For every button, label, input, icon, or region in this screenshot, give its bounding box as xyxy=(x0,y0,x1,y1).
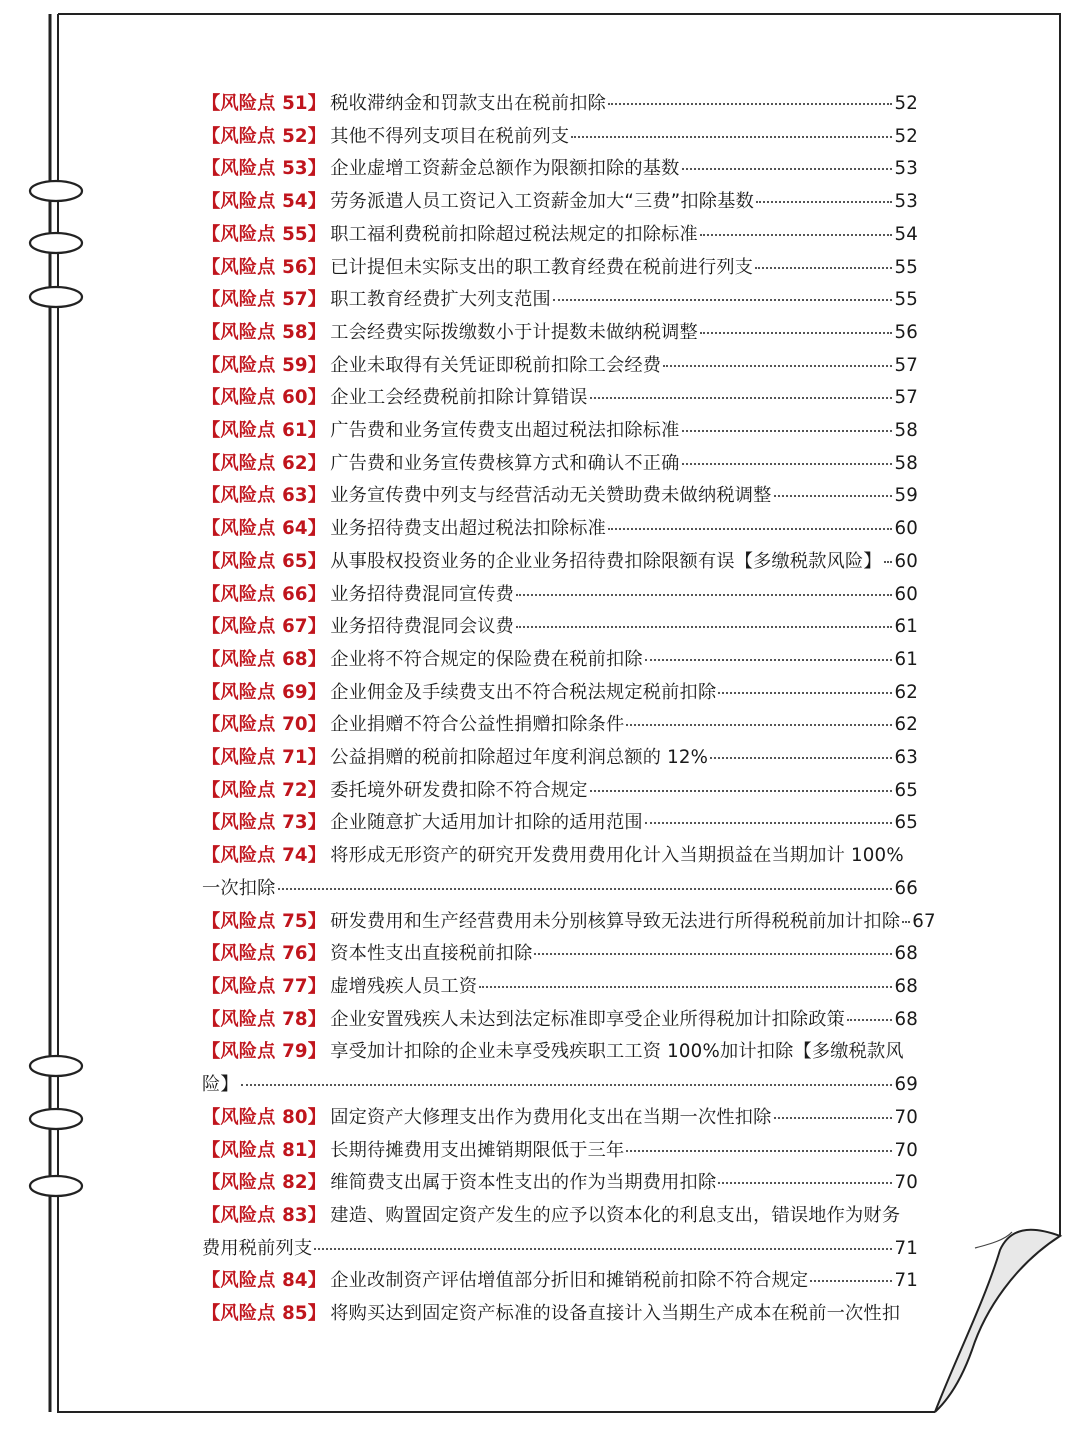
toc-entry-line xyxy=(202,677,918,710)
dot-leader xyxy=(626,723,892,726)
toc-entry[interactable] xyxy=(202,906,936,939)
toc-entry-continuation xyxy=(202,1069,918,1102)
toc-entry[interactable] xyxy=(202,317,918,350)
entry-title: 长期待摊费用支出摊销期限低于三年 xyxy=(330,1139,625,1161)
entry-title: 固定资产大修理支出作为费用化支出在当期一次性扣除 xyxy=(330,1106,772,1128)
toc-entry-line xyxy=(202,480,918,513)
entry-title: 其他不得列支项目在税前列支 xyxy=(330,125,570,147)
toc-entry[interactable] xyxy=(202,546,918,579)
entry-title: 劳务派遣人员工资记入工资薪金加大“三费”扣除基数 xyxy=(330,191,754,213)
dot-leader xyxy=(590,396,893,399)
page-number: 62 xyxy=(894,714,918,736)
risk-point-tag: 【风险点 53】 xyxy=(202,158,327,180)
toc-entry-line xyxy=(202,1036,918,1069)
dot-leader xyxy=(645,658,893,661)
entry-title: 企业虚增工资薪金总额作为限额扣除的基数 xyxy=(330,158,680,180)
dot-leader xyxy=(700,331,893,334)
dot-leader xyxy=(718,1181,892,1184)
entry-title: 已计提但未实际支出的职工教育经费在税前进行列支 xyxy=(330,256,754,278)
dot-leader xyxy=(847,1018,892,1021)
entry-title: 委托境外研发费扣除不符合规定 xyxy=(330,779,588,801)
risk-point-tag: 【风险点 69】 xyxy=(202,681,327,703)
toc-entry-line xyxy=(202,644,918,677)
risk-point-tag: 【风险点 58】 xyxy=(202,321,327,343)
entry-title: 研发费用和生产经营费用未分别核算导致无法进行所得税税前加计扣除 xyxy=(330,910,901,932)
entry-title: 将购买达到固定资产标准的设备直接计入当期生产成本在税前一次性扣 xyxy=(330,1303,901,1325)
page-number: 57 xyxy=(894,387,918,409)
toc-entry[interactable] xyxy=(202,513,918,546)
toc-entry[interactable] xyxy=(202,219,918,252)
risk-point-tag: 【风险点 72】 xyxy=(202,779,327,801)
entry-title: 虚增残疾人员工资 xyxy=(330,975,478,997)
dot-leader xyxy=(682,429,893,432)
page-curl xyxy=(935,1230,1060,1412)
dot-leader xyxy=(756,200,892,203)
page-number: 55 xyxy=(894,256,918,278)
page-number: 58 xyxy=(894,420,918,442)
dot-leader xyxy=(534,952,892,955)
toc-entry[interactable] xyxy=(202,153,918,186)
page-number: 55 xyxy=(894,289,918,311)
page-number: 52 xyxy=(894,93,918,114)
entry-title: 企业工会经费税前扣除计算错误 xyxy=(330,387,588,409)
entry-title: 广告费和业务宣传费支出超过税法扣除标准 xyxy=(330,420,680,442)
toc-entry[interactable] xyxy=(202,709,918,742)
dot-leader xyxy=(608,102,892,105)
page-number: 71 xyxy=(894,1237,918,1259)
entry-title: 企业改制资产评估增值部分折旧和摊销税前扣除不符合规定 xyxy=(330,1270,809,1292)
toc-entry[interactable] xyxy=(202,1004,918,1037)
dot-leader xyxy=(718,691,892,694)
page-number: 67 xyxy=(912,910,936,932)
page-number: 66 xyxy=(894,877,918,899)
dot-leader xyxy=(645,821,893,824)
page-number: 65 xyxy=(894,812,918,834)
page-number: 53 xyxy=(894,191,918,213)
toc-entry-line xyxy=(202,88,918,121)
toc-entry-line xyxy=(202,611,918,644)
risk-point-tag: 【风险点 70】 xyxy=(202,714,327,736)
toc-entry[interactable] xyxy=(202,284,918,317)
entry-title: 企业将不符合规定的保险费在税前扣除 xyxy=(330,648,643,670)
risk-point-tag: 【风险点 62】 xyxy=(202,452,327,474)
toc-entry-line xyxy=(202,775,918,808)
risk-point-tag: 【风险点 68】 xyxy=(202,648,327,670)
risk-point-tag: 【风险点 74】 xyxy=(202,845,327,867)
binder-ring xyxy=(30,181,82,201)
risk-point-tag: 【风险点 61】 xyxy=(202,420,327,442)
dot-leader xyxy=(479,985,892,988)
page-number: 52 xyxy=(894,125,918,147)
toc-entry-line xyxy=(202,350,918,383)
dot-leader xyxy=(902,920,910,923)
toc-entry-line xyxy=(202,1167,918,1200)
entry-title: 业务招待费混同宣传费 xyxy=(330,583,515,605)
binder-rings xyxy=(30,181,82,1196)
risk-point-tag: 【风险点 79】 xyxy=(202,1041,327,1063)
entry-title: 企业安置残疾人未达到法定标准即享受企业所得税加计扣除政策 xyxy=(330,1008,846,1030)
entry-title-continuation: 一次扣除 xyxy=(202,877,276,899)
dot-leader xyxy=(278,887,893,890)
toc-entry[interactable] xyxy=(202,121,918,154)
toc-entry-line xyxy=(202,546,918,579)
page-number: 58 xyxy=(894,452,918,474)
toc-entry-line xyxy=(202,579,918,612)
risk-point-tag: 【风险点 80】 xyxy=(202,1106,327,1128)
toc-entry-line xyxy=(202,742,918,775)
risk-point-tag: 【风险点 84】 xyxy=(202,1270,327,1292)
entry-title: 企业捐赠不符合公益性捐赠扣除条件 xyxy=(330,714,625,736)
risk-point-tag: 【风险点 56】 xyxy=(202,256,327,278)
entry-title: 将形成无形资产的研究开发费用费用化计入当期损益在当期加计 100% xyxy=(330,845,904,867)
dot-leader xyxy=(682,462,893,465)
entry-title: 企业随意扩大适用加计扣除的适用范围 xyxy=(330,812,643,834)
toc-entry-line xyxy=(202,971,918,1004)
toc-entry-line xyxy=(202,186,918,219)
dot-leader xyxy=(700,233,893,236)
risk-point-tag: 【风险点 71】 xyxy=(202,747,327,769)
table-of-contents xyxy=(202,88,936,1331)
toc-entry[interactable] xyxy=(202,1102,918,1135)
binder-ring xyxy=(30,287,82,307)
entry-title: 企业未取得有关凭证即税前扣除工会经费 xyxy=(330,354,662,376)
toc-entry-line xyxy=(202,317,918,350)
toc-entry-line xyxy=(202,938,918,971)
risk-point-tag: 【风险点 52】 xyxy=(202,125,327,147)
risk-point-tag: 【风险点 75】 xyxy=(202,910,327,932)
page-number: 65 xyxy=(894,779,918,801)
risk-point-tag: 【风险点 78】 xyxy=(202,1008,327,1030)
dot-leader xyxy=(682,167,893,170)
page-number: 68 xyxy=(894,975,918,997)
entry-title-continuation: 险】 xyxy=(202,1074,239,1096)
page-number: 68 xyxy=(894,1008,918,1030)
toc-entry-line xyxy=(202,1102,918,1135)
dot-leader xyxy=(710,756,892,759)
toc-entry[interactable] xyxy=(202,186,918,219)
dot-leader xyxy=(774,494,893,497)
risk-point-tag: 【风险点 73】 xyxy=(202,812,327,834)
dot-leader xyxy=(774,1116,893,1119)
risk-point-tag: 【风险点 60】 xyxy=(202,387,327,409)
toc-entry[interactable] xyxy=(202,1167,918,1200)
page-number: 62 xyxy=(894,681,918,703)
toc-entry-line xyxy=(202,121,918,154)
dot-leader xyxy=(884,560,893,563)
toc-entry[interactable] xyxy=(202,742,918,775)
toc-entry[interactable] xyxy=(202,938,918,971)
page-number: 56 xyxy=(894,321,918,343)
entry-title: 享受加计扣除的企业未享受残疾职工工资 100%加计扣除【多缴税款风 xyxy=(330,1041,904,1063)
risk-point-tag: 【风险点 77】 xyxy=(202,975,327,997)
toc-entry[interactable] xyxy=(202,1036,918,1101)
toc-entry[interactable] xyxy=(202,252,918,285)
toc-entry[interactable] xyxy=(202,971,918,1004)
dot-leader xyxy=(608,527,892,530)
entry-title: 建造、购置固定资产发生的应予以资本化的利息支出，错误地作为财务 xyxy=(330,1204,901,1226)
page-number: 70 xyxy=(894,1172,918,1194)
dot-leader xyxy=(810,1279,892,1282)
page-number: 54 xyxy=(894,223,918,245)
page-number: 63 xyxy=(894,747,918,769)
risk-point-tag: 【风险点 76】 xyxy=(202,943,327,965)
toc-entry[interactable] xyxy=(202,382,918,415)
toc-entry-line xyxy=(202,1298,918,1331)
toc-entry-line xyxy=(202,513,918,546)
risk-point-tag: 【风险点 55】 xyxy=(202,223,327,245)
toc-entry[interactable] xyxy=(202,448,918,481)
toc-entry-line xyxy=(202,284,918,317)
entry-title: 资本性支出直接税前扣除 xyxy=(330,943,533,965)
entry-title: 税收滞纳金和罚款支出在税前扣除 xyxy=(330,93,607,114)
toc-entry-line xyxy=(202,1135,918,1168)
toc-entry-line xyxy=(202,840,918,873)
toc-entry-line xyxy=(202,448,918,481)
risk-point-tag: 【风险点 81】 xyxy=(202,1139,327,1161)
page-number: 70 xyxy=(894,1106,918,1128)
toc-entry-line xyxy=(202,1004,918,1037)
risk-point-tag: 【风险点 82】 xyxy=(202,1172,327,1194)
toc-entry[interactable] xyxy=(202,677,918,710)
dot-leader xyxy=(516,625,892,628)
page-number: 60 xyxy=(894,550,918,572)
toc-entry[interactable] xyxy=(202,611,918,644)
binder-ring xyxy=(30,1176,82,1196)
entry-title: 职工福利费税前扣除超过税法规定的扣除标准 xyxy=(330,223,698,245)
entry-title-continuation: 费用税前列支 xyxy=(202,1237,313,1259)
toc-entry[interactable] xyxy=(202,88,918,121)
page-number: 70 xyxy=(894,1139,918,1161)
page-number: 60 xyxy=(894,518,918,540)
page-number: 61 xyxy=(894,616,918,638)
entry-title: 广告费和业务宣传费核算方式和确认不正确 xyxy=(330,452,680,474)
entry-title: 业务宣传费中列支与经营活动无关赞助费未做纳税调整 xyxy=(330,485,772,507)
dot-leader xyxy=(516,593,892,596)
entry-title: 业务招待费支出超过税法扣除标准 xyxy=(330,518,607,540)
page-number: 71 xyxy=(894,1270,918,1292)
toc-entry[interactable] xyxy=(202,644,918,677)
entry-title: 职工教育经费扩大列支范围 xyxy=(330,289,551,311)
risk-point-tag: 【风险点 67】 xyxy=(202,616,327,638)
dot-leader xyxy=(590,789,893,792)
risk-point-tag: 【风险点 83】 xyxy=(202,1204,327,1226)
toc-entry[interactable] xyxy=(202,1265,918,1298)
dot-leader xyxy=(314,1247,892,1250)
entry-title: 业务招待费混同会议费 xyxy=(330,616,515,638)
toc-entry[interactable] xyxy=(202,480,918,513)
dot-leader xyxy=(571,135,892,138)
toc-entry-line xyxy=(202,1265,918,1298)
toc-entry[interactable] xyxy=(202,807,918,840)
risk-point-tag: 【风险点 57】 xyxy=(202,289,327,311)
binder-ring xyxy=(30,1109,82,1129)
toc-entry-line xyxy=(202,382,918,415)
dot-leader xyxy=(241,1083,893,1086)
risk-point-tag: 【风险点 63】 xyxy=(202,485,327,507)
page-number: 57 xyxy=(894,354,918,376)
risk-point-tag: 【风险点 59】 xyxy=(202,354,327,376)
dot-leader xyxy=(553,298,893,301)
toc-entry[interactable] xyxy=(202,579,918,612)
toc-entry-line xyxy=(202,219,918,252)
toc-entry-line xyxy=(202,1200,918,1233)
entry-title: 公益捐赠的税前扣除超过年度利润总额的 12% xyxy=(330,747,709,769)
toc-entry[interactable] xyxy=(202,1135,918,1168)
page-number: 59 xyxy=(894,485,918,507)
risk-point-tag: 【风险点 65】 xyxy=(202,550,327,572)
toc-entry-line xyxy=(202,807,918,840)
toc-entry[interactable] xyxy=(202,1200,918,1265)
risk-point-tag: 【风险点 51】 xyxy=(202,93,327,114)
toc-entry-line xyxy=(202,252,918,285)
page-number: 53 xyxy=(894,158,918,180)
binder-ring xyxy=(30,233,82,253)
toc-entry[interactable] xyxy=(202,415,918,448)
entry-title: 从事股权投资业务的企业业务招待费扣除限额有误【多缴税款风险】 xyxy=(330,550,882,572)
toc-entry-continuation xyxy=(202,1233,918,1266)
risk-point-tag: 【风险点 64】 xyxy=(202,518,327,540)
page-number: 69 xyxy=(894,1074,918,1096)
entry-title: 维简费支出属于资本性支出的作为当期费用扣除 xyxy=(330,1172,717,1194)
toc-entry-continuation xyxy=(202,873,918,906)
binder-ring xyxy=(30,1056,82,1076)
dot-leader xyxy=(755,266,892,269)
toc-entry[interactable] xyxy=(202,775,918,808)
toc-entry-line xyxy=(202,415,918,448)
page-number: 60 xyxy=(894,583,918,605)
toc-entry[interactable] xyxy=(202,350,918,383)
toc-entry[interactable] xyxy=(202,1298,918,1331)
toc-entry-line xyxy=(202,153,918,186)
page-number: 61 xyxy=(894,648,918,670)
toc-entry-line xyxy=(202,709,918,742)
toc-entry[interactable] xyxy=(202,840,918,905)
entry-title: 企业佣金及手续费支出不符合税法规定税前扣除 xyxy=(330,681,717,703)
page-number: 68 xyxy=(894,943,918,965)
dot-leader xyxy=(626,1149,892,1152)
toc-entry-line xyxy=(202,906,936,939)
risk-point-tag: 【风险点 85】 xyxy=(202,1303,327,1325)
risk-point-tag: 【风险点 66】 xyxy=(202,583,327,605)
dot-leader xyxy=(663,364,892,367)
risk-point-tag: 【风险点 54】 xyxy=(202,191,327,213)
entry-title: 工会经费实际拨缴数小于计提数未做纳税调整 xyxy=(330,321,698,343)
